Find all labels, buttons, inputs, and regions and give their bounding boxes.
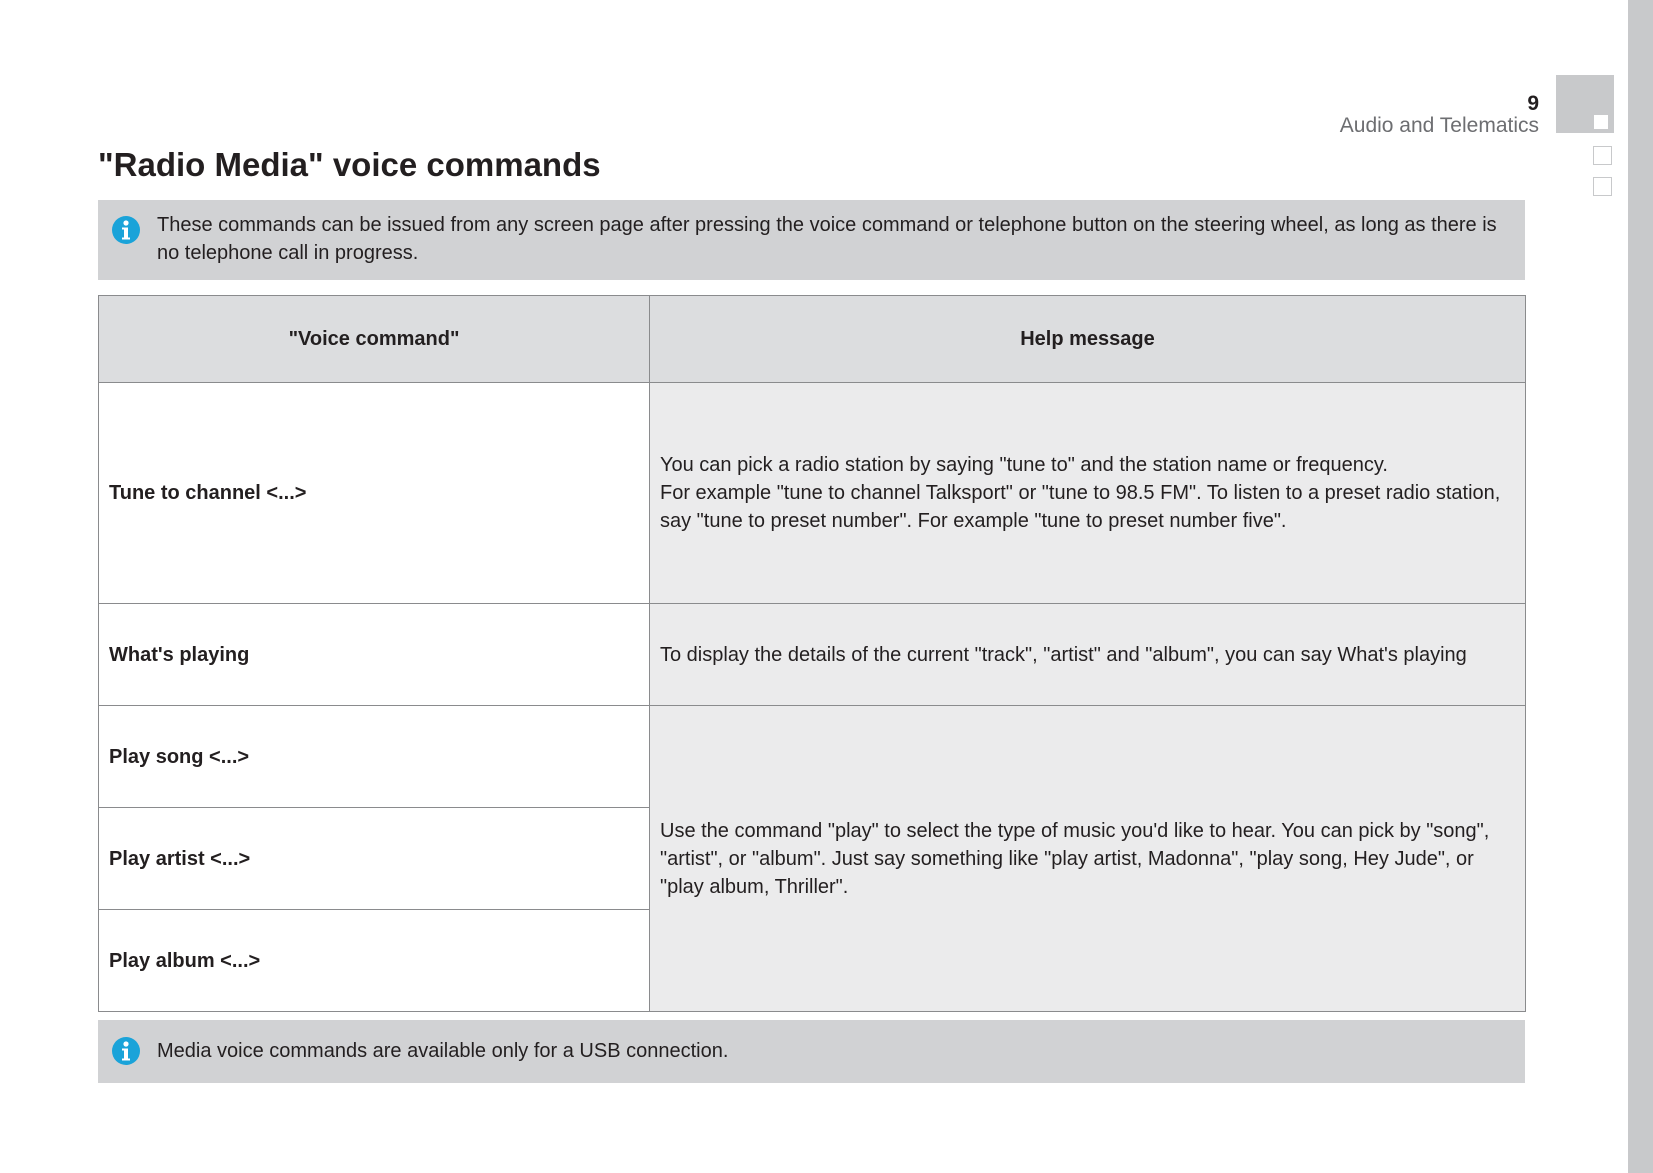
voice-command-cell: What's playing (99, 604, 650, 706)
section-name: Audio and Telematics (1339, 114, 1539, 137)
chapter-indicator-active (1594, 115, 1608, 129)
page-title: "Radio Media" voice commands (98, 146, 601, 183)
column-header-voice-command: "Voice command" (99, 296, 650, 383)
info-note-text: Media voice commands are available only for a USB connection. (157, 1040, 729, 1062)
voice-command-cell: Play artist <...> (99, 808, 650, 910)
info-note-bottom (98, 1020, 1525, 1083)
voice-commands-table (98, 295, 1526, 1012)
table-row (99, 706, 1526, 808)
table-row (99, 604, 1526, 706)
help-message-text: You can pick a radio station by saying "tune to" and the station name or frequency. For example "tune to channel Talksport" or "tune to 98.5 FM". To listen to a preset radio station, say "tune to preset number". For example "tune to preset number five". (660, 454, 1501, 532)
help-message-cell (650, 383, 1526, 604)
info-note-top (98, 200, 1525, 280)
info-icon (112, 1037, 140, 1065)
info-icon (112, 216, 140, 244)
chapter-indicator (1593, 146, 1612, 165)
right-margin-bar (1628, 0, 1653, 1173)
table-row (99, 383, 1526, 604)
voice-command-cell: Tune to channel <...> (99, 383, 650, 604)
column-header-help-message: Help message (650, 296, 1526, 383)
help-message-cell: To display the details of the current "track", "artist" and "album", you can say What's playing (650, 604, 1526, 706)
voice-command-cell: Play song <...> (99, 706, 650, 808)
voice-command-cell: Play album <...> (99, 910, 650, 1012)
help-message-cell: Use the command "play" to select the type of music you'd like to hear. You can pick by "song", "artist", or "album". Just say something like "play artist, Madonna", "play song, Hey Jude", or "play album, Thriller". (650, 706, 1526, 1012)
info-note-text: These commands can be issued from any screen page after pressing the voice command or telephone button on the steering wheel, as long as there is no telephone call in progress. (157, 214, 1497, 264)
chapter-indicator (1593, 177, 1612, 196)
table-header-row (99, 296, 1526, 383)
page-number: 9 (1527, 92, 1539, 115)
